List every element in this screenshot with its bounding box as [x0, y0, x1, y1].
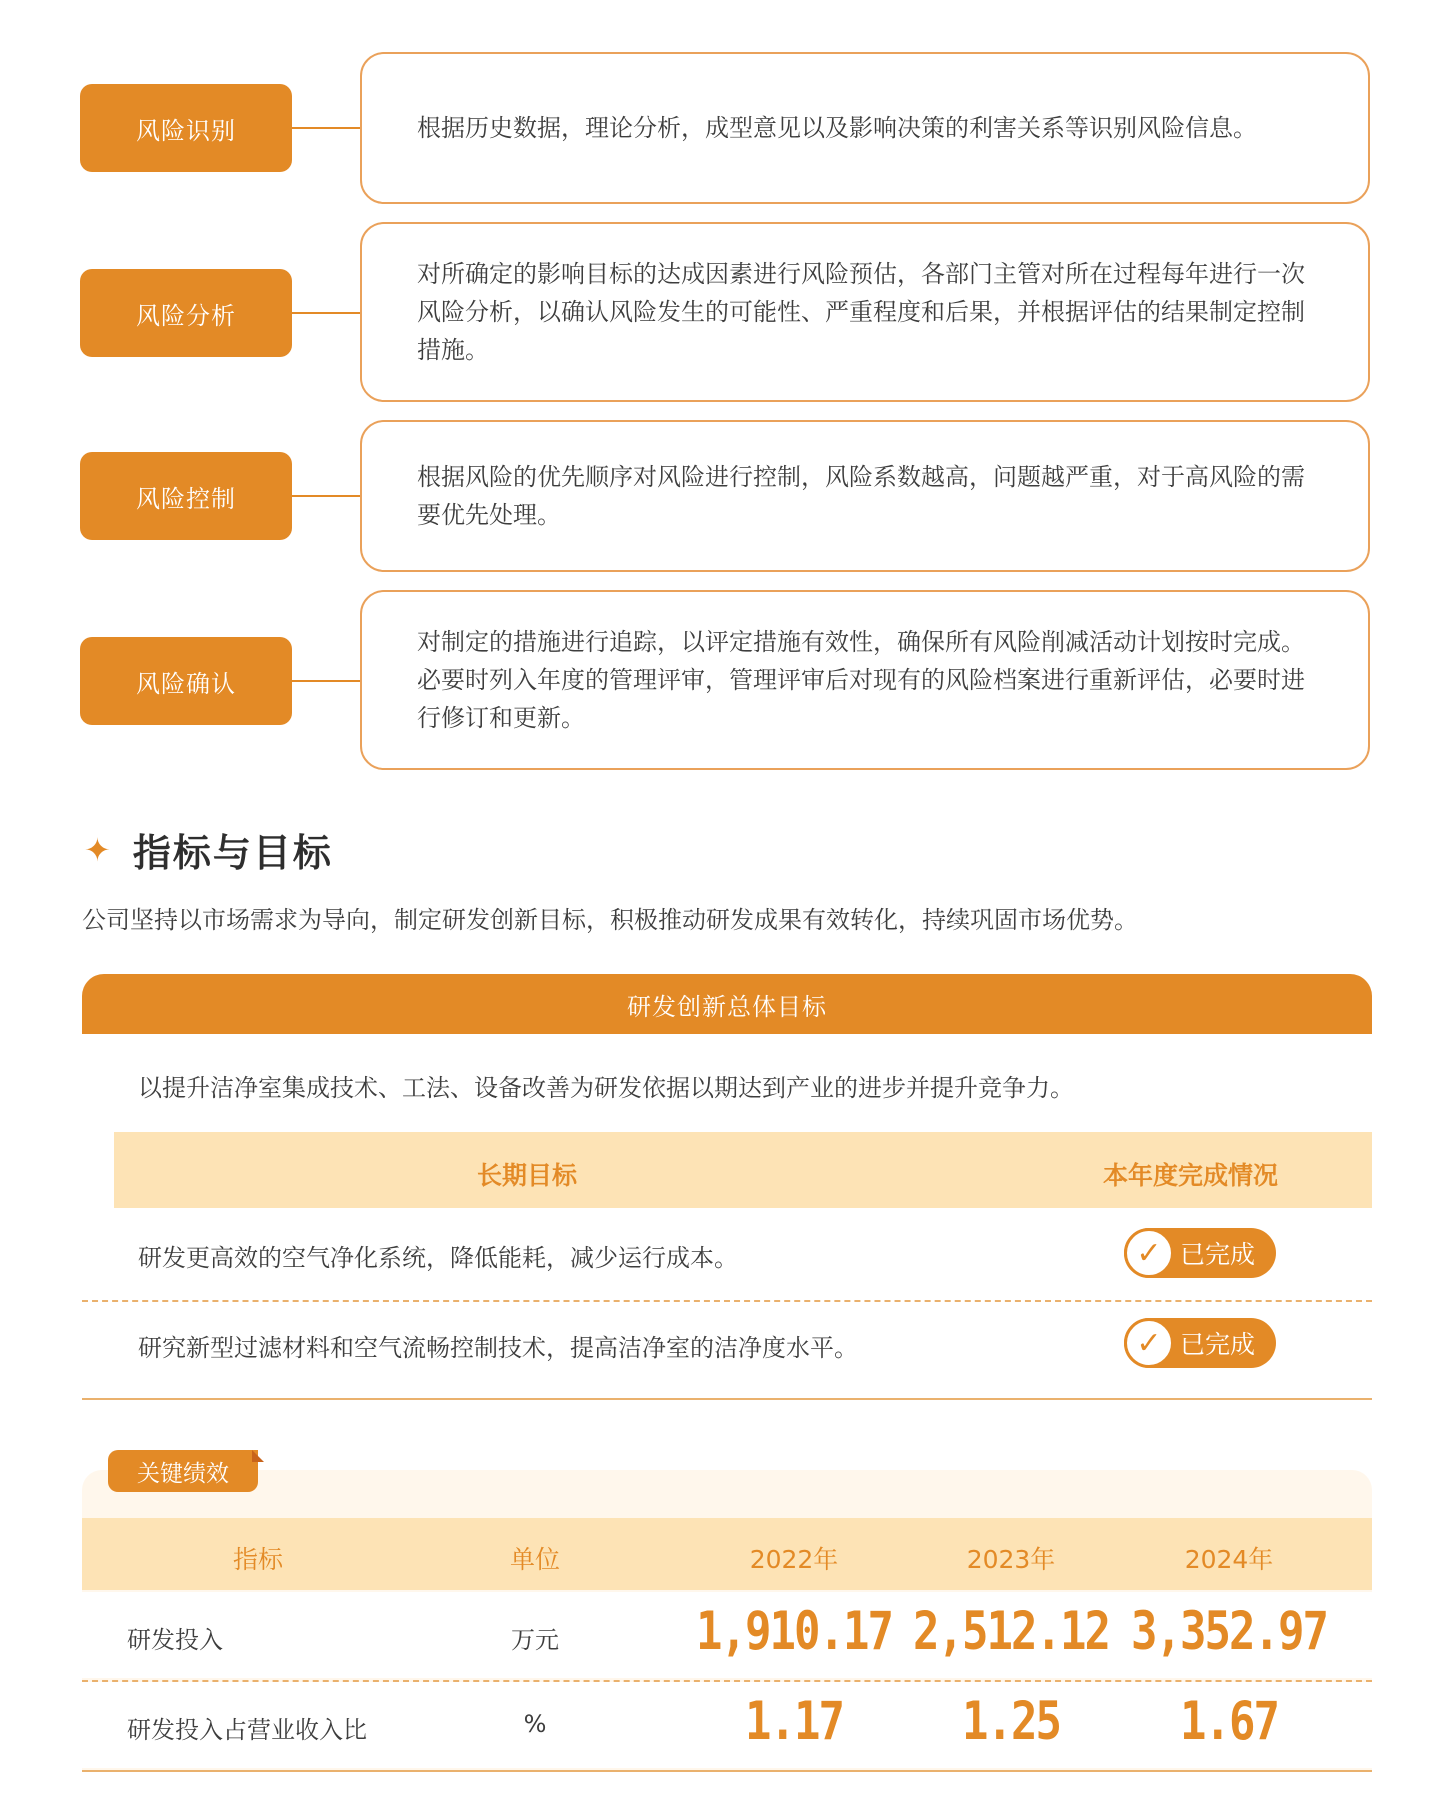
kpi-unit: % — [523, 1710, 547, 1738]
risk-step-analysis — [80, 222, 1370, 402]
goal-table-column-header — [114, 1132, 1372, 1208]
kpi-name: 研发投入占营业收入比 — [127, 1716, 367, 1744]
kpi-col-indicator: 指标 — [232, 1545, 284, 1574]
tag-fold — [252, 1450, 264, 1462]
kpi-col-2024: 2024年 — [1184, 1545, 1274, 1574]
status-label: 已完成 — [1180, 1240, 1256, 1269]
risk-description: 对制定的措施进行追踪，以评定措施有效性，确保所有风险削减活动计划按时完成。必要时列入年度的管理评审，管理评审后对现有的风险档案进行重新评估，必要时进行修订和更新。 — [360, 590, 1370, 770]
kpi-col-2022: 2022年 — [749, 1545, 839, 1574]
goal-description: 以提升洁净室集成技术、工法、设备改善为研发依据以期达到产业的进步并提升竞争力。 — [138, 1074, 1074, 1102]
risk-label: 风险控制 — [80, 452, 292, 540]
kpi-col-unit: 单位 — [509, 1545, 561, 1574]
risk-label: 风险识别 — [80, 84, 292, 172]
risk-step-confirm — [80, 590, 1370, 770]
kpi-value-2022: 1,910.17 — [696, 1600, 892, 1663]
risk-description: 根据历史数据，理论分析，成型意见以及影响决策的利害关系等识别风险信息。 — [360, 52, 1370, 204]
table-bottom-border — [82, 1770, 1372, 1772]
status-badge — [1124, 1228, 1276, 1278]
goal-table-header: 研发创新总体目标 — [82, 974, 1372, 1034]
kpi-value-2024: 1.67 — [1180, 1690, 1278, 1753]
col-status: 本年度完成情况 — [1103, 1161, 1279, 1190]
check-icon: ✓ — [1124, 1228, 1174, 1278]
risk-label: 风险分析 — [80, 269, 292, 357]
kpi-col-2023: 2023年 — [966, 1545, 1056, 1574]
risk-label: 风险确认 — [80, 637, 292, 725]
status-label: 已完成 — [1180, 1330, 1256, 1359]
risk-step-control — [80, 420, 1370, 572]
star-icon: ✦ — [84, 830, 111, 869]
kpi-value-2024: 3,352.97 — [1131, 1600, 1327, 1663]
goal-text: 研究新型过滤材料和空气流畅控制技术，提高洁净室的洁净度水平。 — [138, 1334, 858, 1362]
section-intro: 公司坚持以市场需求为导向，制定研发创新目标，积极推动研发成果有效转化，持续巩固市场优势。 — [82, 906, 1138, 934]
kpi-name: 研发投入 — [127, 1626, 223, 1654]
kpi-value-2022: 1.17 — [745, 1690, 843, 1753]
goal-text: 研发更高效的空气净化系统，降低能耗，减少运行成本。 — [138, 1244, 738, 1272]
col-long-term: 长期目标 — [477, 1161, 578, 1190]
check-icon: ✓ — [1124, 1318, 1174, 1368]
section-title: 指标与目标 — [132, 831, 333, 875]
kpi-row — [82, 1682, 1372, 1768]
row-divider — [82, 1300, 1372, 1302]
kpi-value-2023: 2,512.12 — [913, 1600, 1109, 1663]
kpi-table-header — [82, 1518, 1372, 1590]
kpi-tag: 关键绩效 — [108, 1450, 258, 1492]
kpi-value-2023: 1.25 — [962, 1690, 1060, 1753]
status-badge — [1124, 1318, 1276, 1368]
risk-description: 根据风险的优先顺序对风险进行控制，风险系数越高，问题越严重，对于高风险的需要优先处理。 — [360, 420, 1370, 572]
section-heading — [84, 822, 333, 877]
kpi-unit: 万元 — [511, 1626, 559, 1654]
goal-row — [82, 1306, 1372, 1396]
kpi-row — [82, 1592, 1372, 1678]
goal-row — [82, 1208, 1372, 1298]
risk-description: 对所确定的影响目标的达成因素进行风险预估，各部门主管对所在过程每年进行一次风险分析，以确认风险发生的可能性、严重程度和后果，并根据评估的结果制定控制措施。 — [360, 222, 1370, 402]
risk-step-identify — [80, 52, 1370, 204]
table-bottom-border — [82, 1398, 1372, 1400]
